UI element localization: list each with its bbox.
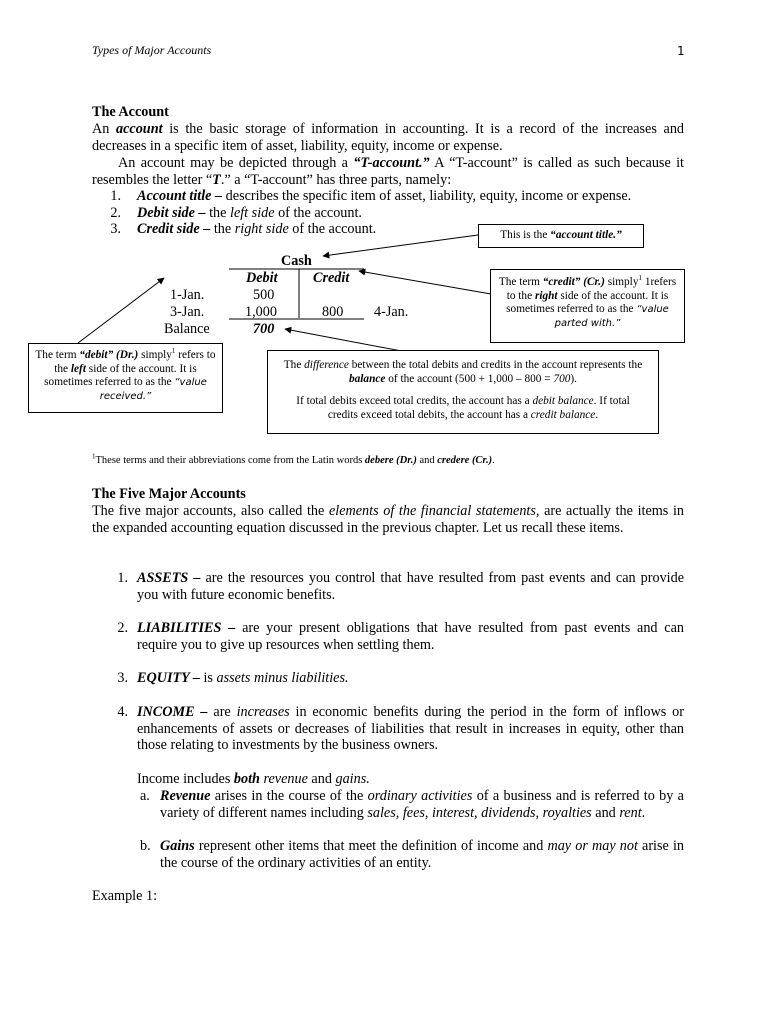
list-item: 2. LIABILITIES – are your present obligations that have resulted from past events and can require you to give up resources when settling them.	[117, 620, 684, 653]
arrow-to-account-title	[323, 235, 478, 256]
five-accounts-intro: The five major accounts, also called the elements of the financial statements, are actually the items in the expanded accounting equation discussed in the previous chapter. Let us recall these items.	[92, 503, 684, 536]
arrow-to-debit-side	[78, 278, 164, 343]
account-definition-paragraph: An account is the basic storage of information in accounting. It is a record of the increases and decreases in a specific item of asset, liability, equity, income or expense.	[92, 121, 685, 154]
credit-callout: The term “credit” (Cr.) simply$^1$ 1refers to the right side of the account. It is sometimes referred to as the “value parted with.”	[490, 269, 685, 343]
running-header-title: Types of Major Accounts	[92, 43, 212, 57]
section-heading-five-accounts: The Five Major Accounts	[92, 486, 246, 502]
balance-label: Balance	[164, 321, 210, 337]
list-item: 3. Credit side – the right side of the account.	[110, 221, 377, 237]
page-number: 1	[677, 44, 685, 58]
t-account-title: Cash	[281, 253, 312, 269]
row-date: 1-Jan.	[170, 287, 205, 303]
t-account-paragraph: An account may be depicted through a “T-account.” A “T-account” is called as such because it resembles the letter “T.” a “T-account” has three parts, namely:	[92, 155, 684, 188]
list-item: 3. EQUITY – is assets minus liabilities.	[117, 670, 349, 686]
difference-text: The difference between the total debits and credits in the account represents the balance of the account (500 + 1,000 – 800 = 700).	[283, 359, 643, 385]
arrow-to-credit-side	[359, 271, 491, 294]
row-credit-date: 4-Jan.	[374, 304, 409, 320]
footnote: $^1$These terms and their abbreviations come from the Latin words debere (Dr.) and credere (Cr.).	[92, 452, 495, 466]
row-date: 3-Jan.	[170, 304, 205, 320]
account-title-callout: This is the “account title.”	[478, 224, 644, 248]
list-item: 4. INCOME – are increases in economic benefits during the period in the form of inflows or enhancements of assets or decreases of liabilities that result in increases in equity, other than those relating to investments by the business owners.	[117, 704, 684, 754]
row-debit-amount: 500	[253, 287, 275, 303]
row-credit-amount: 800	[322, 304, 344, 320]
income-includes-line: Income includes both revenue and gains.	[137, 771, 370, 787]
row-debit-amount: 1,000	[245, 304, 277, 320]
credit-header: Credit	[313, 270, 350, 286]
section-heading-account: The Account	[92, 104, 169, 120]
list-item: 2. Debit side – the left side of the account.	[110, 205, 362, 221]
list-item: 1. Account title – describes the specific item of asset, liability, equity, income or expense.	[110, 188, 632, 204]
balance-difference-callout	[267, 350, 659, 434]
debit-callout: The term “debit” (Dr.) simply$^1$ refers to the left side of the account. It is sometimes referred to as the “value received.”	[28, 343, 223, 413]
list-item: 1. ASSETS – are the resources you control that have resulted from past events and can provide you with future economic benefits.	[117, 570, 684, 603]
balance-rule-text: If total debits exceed total credits, the account has a debit balance. If total credits exceed total debits, the account has a credit balance.	[296, 395, 630, 421]
debit-header: Debit	[246, 270, 278, 286]
list-item: a. Revenue arises in the course of the ordinary activities of a business and is referred to by a variety of different names including sales, fees, interest, dividends, royalties and rent.	[140, 788, 684, 821]
list-item: b. Gains represent other items that meet the definition of income and may or may not arise in the course of the ordinary activities of an entity.	[140, 838, 684, 871]
example-label: Example 1:	[92, 888, 158, 904]
balance-value: 700	[253, 321, 275, 337]
